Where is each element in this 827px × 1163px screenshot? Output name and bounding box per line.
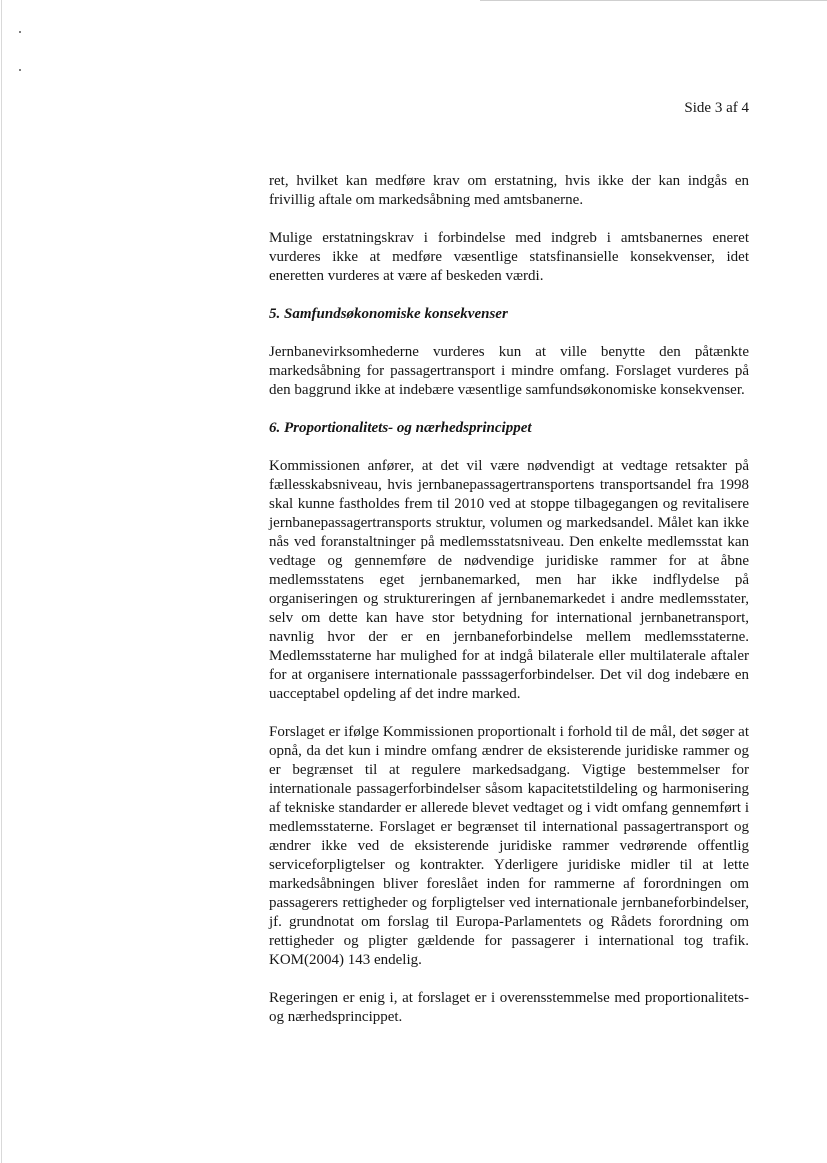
paragraph-financial-consequences: Mulige erstatningskrav i forbindelse med indgreb i amtsbanernes eneret vurderes ikke at medføre væsentlige statsfinansielle konsekvenser, idet eneretten vurderes at være af beskeden værdi.	[269, 230, 749, 284]
paragraph-compensation-claims: ret, hvilket kan medføre krav om erstatning, hvis ikke der kan indgås en frivillig aftale om markedsåbning med amtsbanerne.	[269, 173, 749, 208]
page-number: Side 3 af 4	[684, 100, 749, 116]
scan-speck	[19, 31, 21, 33]
scan-left-edge	[1, 0, 2, 1163]
paragraph-proportionality-assessment: Forslaget er ifølge Kommissionen proportionalt i forhold til de mål, det søger at opnå, da det kun i mindre omfang ændrer de eksisterende juridiske rammer og er begrænset til at regulere markedsadgang. Vigtige bestemmelser for internationale passagerforbindelser såsom kapacitetstildeling og harmonisering af tekniske standarder er allerede blevet vedtaget og i vidt omfang gennemført i medlemsstaterne. Forslaget er begrænset til international passagertransport og ændrer ikke ved de eksisterende juridiske rammer vedrørende offentlig serviceforpligtelser og kontrakter. Yderligere juridiske midler til at lette markedsåbningen bliver foreslået inden for rammerne af forordningen om passagerers rettigheder og forpligtelser ved internationale jernbaneforbindelser, jf. grundnotat om forslag til Europa-Parlamentets og Rådets forordning om rettigheder og pligter gældende for passagerer i international tog trafik. KOM(2004) 143 endelig.	[269, 724, 749, 968]
document-body	[269, 172, 749, 1027]
section-heading-proportionality: 6. Proportionalitets- og nærhedsprincippet	[269, 420, 532, 436]
paragraph-socioeconomic: Jernbanevirksomhederne vurderes kun at ville benytte den påtænkte markedsåbning for passagertransport i mindre omfang. Forslaget vurderes på den baggrund ikke at indebære væsentlige samfundsøkonomiske konsekvenser.	[269, 344, 749, 398]
paragraph-government-position: Regeringen er enig i, at forslaget er i overensstemmelse med proportionalitets- og nærhedsprincippet.	[269, 990, 749, 1025]
scan-top-edge	[480, 0, 827, 1]
scan-speck	[19, 69, 21, 71]
section-heading-socioeconomic: 5. Samfundsøkonomiske konsekvenser	[269, 306, 508, 322]
paragraph-commission-argument: Kommissionen anfører, at det vil være nødvendigt at vedtage retsakter på fællesskabsniveau, hvis jernbanepassagertransportens transportsandel fra 1998 skal kunne fastholdes frem til 2010 ved at stoppe tilbagegangen og revitalisere jernbanepassagertransports struktur, volumen og markedsandel. Målet kan ikke nås ved foranstaltninger på medlemsstatsniveau. Den enkelte medlemsstat kan vedtage og gennemføre de nødvendige juridiske rammer for at åbne medlemsstatens eget jernbanemarked, men har ikke indflydelse på organiseringen og struktureringen af jernbanemarkedet i andre medlemsstater, selv om dette kan have stor betydning for international jernbanetransport, navnlig hvor der er en jernbaneforbindelse mellem medlemsstaterne. Medlemsstaterne har mulighed for at indgå bilaterale eller multilaterale aftaler for at organisere internationale passsagerforbindelser. Det vil dog indebære en uacceptabel opdeling af det indre marked.	[269, 458, 749, 702]
